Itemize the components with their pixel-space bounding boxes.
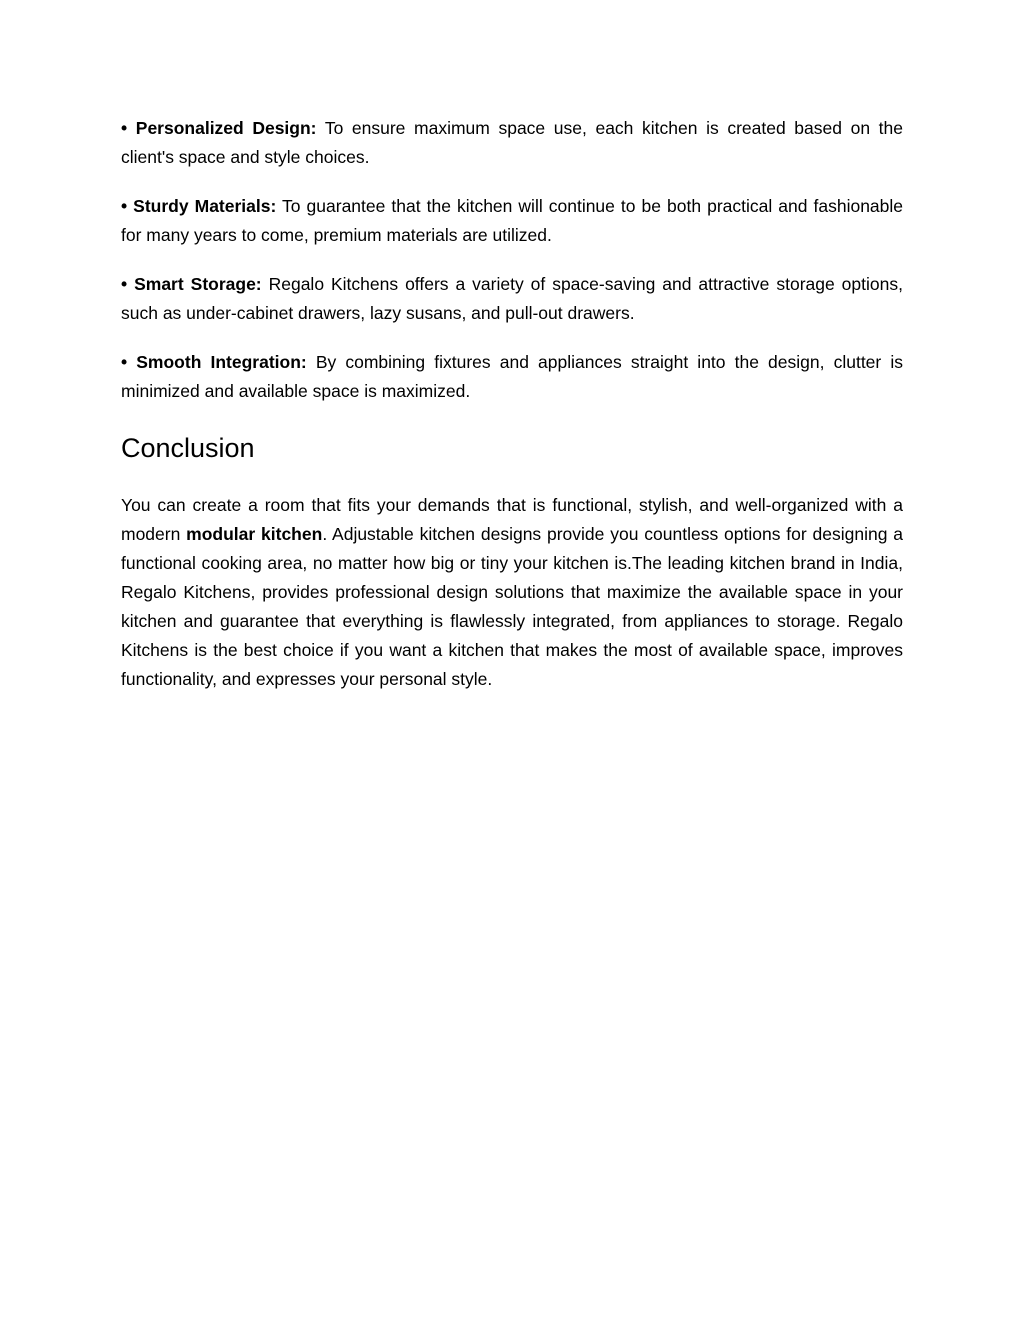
feature-title: • Personalized Design:	[121, 118, 317, 138]
feature-sturdy-materials	[121, 192, 903, 250]
bullet-marker: •	[121, 352, 128, 372]
feature-title: • Sturdy Materials:	[121, 196, 277, 216]
conclusion-paragraph: You can create a room that fits your demands that is functional, stylish, and well-organized with a modern modular kitchen. Adjustable kitchen designs provide you countless options for designing a functional cooking area, no matter how big or tiny your kitchen is.The leading kitchen brand in India, Regalo Kitchens, provides professional design solutions that maximize the available space in your kitchen and guarantee that everything is flawlessly integrated, from appliances to storage. Regalo Kitchens is the best choice if you want a kitchen that makes the most of available space, improves functionality, and expresses your personal style.	[121, 495, 904, 689]
feature-title: • Smooth Integration:	[121, 352, 307, 372]
conclusion-heading: Conclusion	[121, 433, 255, 463]
feature-title: • Smart Storage:	[121, 274, 262, 294]
feature-personalized-design	[121, 114, 903, 172]
bullet-marker: •	[121, 118, 128, 138]
modular-kitchen-phrase: modular kitchen	[186, 524, 323, 544]
feature-smooth-integration	[121, 348, 903, 406]
feature-text: By combining fixtures and appliances straight into the design, clutter is minimized and available space is maximized.	[121, 352, 903, 401]
feature-text: Regalo Kitchens offers a variety of space-saving and attractive storage options, such as under-cabinet drawers, lazy susans, and pull-out drawers.	[121, 274, 903, 323]
feature-text: To guarantee that the kitchen will continue to be both practical and fashionable for many years to come, premium materials are utilized.	[121, 196, 904, 245]
document-page	[121, 114, 903, 694]
feature-smart-storage	[121, 270, 903, 328]
feature-text: To ensure maximum space use, each kitchen is created based on the client's space and style choices.	[121, 118, 904, 167]
bullet-marker: •	[121, 274, 128, 294]
bullet-marker: •	[121, 196, 128, 216]
